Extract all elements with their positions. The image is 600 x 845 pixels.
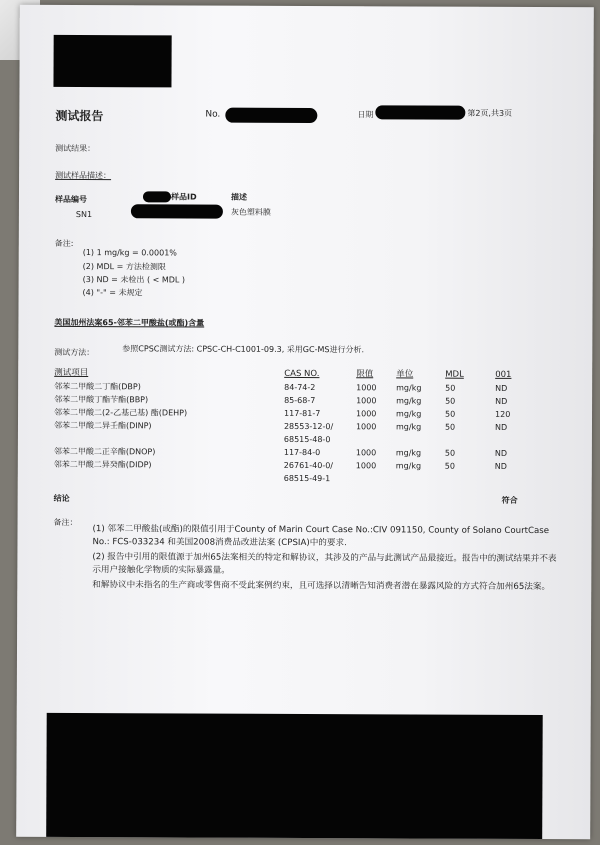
sample-col-id: 样品ID [170, 192, 197, 202]
cell-result: ND [494, 461, 507, 471]
section-title: 美国加州法案65-邻苯二甲酸盐(或酯)含量 [54, 317, 205, 328]
sample-col-no: 样品编号 [54, 194, 87, 205]
cell-result: ND [495, 383, 508, 393]
report-date-label: 日期 [357, 110, 374, 120]
redacted-sample-ref [143, 191, 171, 202]
header-limit: 限值 [356, 369, 374, 380]
header-sample-001: 001 [495, 369, 512, 380]
cell-cas: 28553-12-0/ [283, 421, 334, 432]
cell-result [495, 434, 535, 447]
cell-item: 邻苯二甲酸二正辛酯(DNOP) [53, 446, 156, 457]
cell-limit: 1000 [356, 396, 377, 406]
cell-mdl: 50 [444, 422, 456, 432]
sample-desc-label: 测试样品描述： [55, 170, 112, 181]
cell-item: 邻苯二甲酸二丁酯(DBP) [54, 381, 141, 392]
cell-unit: mg/kg [395, 422, 422, 432]
cell-cas: 26761-40-0/ [283, 460, 334, 471]
cell-cas: 85-68-7 [284, 395, 316, 406]
sample-no: SN1 [75, 209, 93, 220]
cell-limit: 1000 [355, 461, 377, 471]
notes-body [92, 523, 562, 596]
cell-cas: 117-84-0 [283, 447, 321, 458]
cell-cas: 68515-49-1 [283, 473, 331, 484]
method-label: 测试方法： [54, 347, 95, 358]
cell-unit: mg/kg [396, 396, 422, 406]
cell-limit: 1000 [355, 448, 377, 458]
cell-item: 邻苯二甲酸二异癸酯(DIDP) [53, 459, 152, 470]
cell-result: ND [494, 448, 508, 458]
notes-label: 备注： [53, 517, 78, 528]
sample-desc: 灰色塑料膜 [230, 207, 271, 217]
cell-result [495, 473, 535, 486]
header-test-item: 测试项目 [54, 367, 89, 379]
redacted-sample-id [131, 204, 223, 218]
cell-cas: 84-74-2 [284, 382, 316, 393]
method-text: 参照CPSC测试方法: CPSC-CH-C1001-09.3, 采用GC-MS进行分析. [122, 344, 365, 355]
cell-item [54, 432, 284, 446]
cell-mdl [445, 473, 495, 486]
cell-item: 邻苯二甲酸二(2-乙基己基) 酯(DEHP) [54, 407, 188, 418]
cell-item: 邻苯二甲酸二异壬酯(DINP) [53, 420, 152, 431]
cell-unit: mg/kg [396, 383, 422, 393]
table-row [54, 471, 535, 486]
report-title: 测试报告 [55, 108, 104, 124]
cell-mdl: 50 [445, 409, 456, 419]
note-2: (2) 报告中引用的限值源于加州65法案相关的特定和解协议，其涉及的产品与此测试产品最接近。报告中的测试结果并不表示用户接触化学物质的实际暴露量。 [92, 552, 557, 576]
cell-cas: 117-81-7 [284, 408, 321, 419]
report-page [16, 5, 594, 839]
cell-unit [396, 472, 445, 485]
table-row [54, 458, 535, 473]
cell-limit: 1000 [356, 383, 377, 393]
cell-mdl: 50 [445, 396, 456, 406]
cell-result: ND [494, 422, 508, 432]
remark-4: (4) "-" = 未规定 [82, 288, 143, 298]
cell-limit: 1000 [356, 409, 377, 419]
remark-3: (3) ND = 未检出 ( < MDL ) [82, 275, 186, 285]
cell-limit: 1000 [355, 422, 377, 432]
redacted-date [375, 105, 465, 119]
conclusion-label: 结论 [53, 493, 70, 503]
cell-limit [356, 433, 396, 446]
redacted-report-no [225, 108, 317, 123]
cell-limit [356, 472, 396, 485]
cell-mdl [445, 434, 495, 447]
remarks-label: 备注: [54, 238, 74, 248]
header-unit: 单位 [396, 369, 414, 380]
results-label: 测试结果： [55, 143, 96, 154]
table-row [54, 419, 535, 434]
cell-mdl: 50 [444, 448, 456, 458]
remark-2: (2) MDL = 方法检测限 [82, 262, 166, 272]
redacted-logo [53, 35, 171, 88]
note-3: 和解协议中未指名的生产商或零售商不受此案例约束，且可选择以清晰告知消费者潜在暴露风险的方式符合加州65法案。 [92, 580, 551, 593]
redacted-footer [46, 713, 543, 839]
conclusion-value: 符合 [501, 495, 518, 505]
remark-1: (1) 1 mg/kg = 0.0001% [82, 248, 177, 258]
cell-unit [396, 433, 445, 446]
cell-unit: mg/kg [396, 409, 422, 419]
cell-mdl: 50 [444, 461, 456, 471]
cell-result: ND [495, 396, 508, 406]
report-no-label: No. [205, 109, 221, 120]
cell-unit: mg/kg [395, 448, 422, 458]
header-cas-no: CAS NO. [284, 368, 320, 380]
header-mdl: MDL [445, 369, 464, 380]
cell-cas: 68515-48-0 [283, 434, 331, 445]
cell-mdl: 50 [445, 383, 456, 393]
results-table [54, 367, 536, 486]
cell-result: 120 [495, 409, 511, 419]
cell-item: 邻苯二甲酸丁酯苄酯(BBP) [54, 394, 149, 405]
note-1: (1) 邻苯二甲酸盐(或酯)的限值引用于County of Marin Court Case No.:CIV 091150, County of Solano CourtCase No.: FCS-033234 和美国2008消费品改进法案 (CPSIA)中的要求. [92, 524, 550, 549]
cell-unit: mg/kg [395, 461, 422, 471]
sample-col-desc: 描述 [230, 192, 247, 202]
page-info: 第2页,共3页 [467, 108, 513, 118]
cell-item [54, 471, 284, 485]
